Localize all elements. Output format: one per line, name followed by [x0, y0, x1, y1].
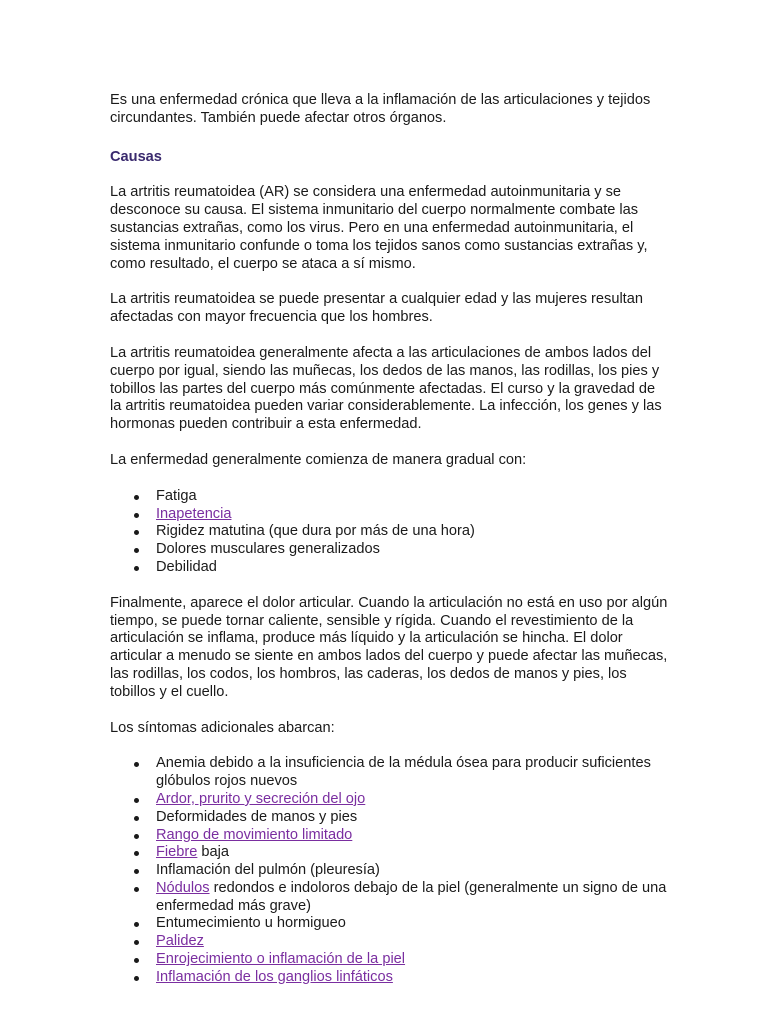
link-ardor-ojo[interactable]: Ardor, prurito y secreción del ojo — [156, 790, 366, 807]
link-fiebre[interactable]: Fiebre — [156, 844, 198, 861]
list-item — [156, 951, 670, 969]
list-item — [156, 827, 670, 845]
onset-symptoms-list — [110, 488, 670, 577]
list-item: Debilidad — [156, 559, 670, 577]
list-item: Deformidades de manos y pies — [156, 809, 670, 827]
paragraph: La artritis reumatoidea generalmente afecta a las articulaciones de ambos lados del cuerpo por igual, siendo las muñecas, los dedos de las manos, las rodillas, los pies y tobillos las partes del cuerpo más comúnmente afectadas. El curso y la gravedad de la artritis reumatoidea pueden variar considerablemente. La infección, los genes y las hormonas pueden contribuir a esta enfermedad. — [110, 344, 662, 433]
link-enrojecimiento-piel[interactable]: Enrojecimiento o inflamación de la piel — [156, 951, 406, 968]
list-item: Rigidez matutina (que dura por más de una hora) — [156, 523, 670, 541]
list-item — [156, 791, 670, 809]
link-inapetencia[interactable]: Inapetencia — [156, 505, 232, 522]
link-palidez[interactable]: Palidez — [156, 933, 204, 950]
link-rango-movimiento[interactable]: Rango de movimiento limitado — [156, 826, 353, 843]
article-body — [110, 92, 670, 1005]
list-item: Entumecimiento u hormigueo — [156, 915, 670, 933]
link-nodulos[interactable]: Nódulos — [156, 879, 210, 896]
list-item — [156, 933, 670, 951]
list-item: Inflamación del pulmón (pleuresía) — [156, 862, 670, 880]
paragraph: Finalmente, aparece el dolor articular. Cuando la articulación no está en uso por algún tiempo, se puede tornar caliente, sensible y rígida. Cuando el revestimiento de la articulación se inflama, produce más líquido y la articulación se hincha. El dolor articular a menudo se siente en ambos lados del cuerpo y puede afectar las muñecas, las rodillas, los codos, los hombros, las caderas, los dedos de manos y pies, los tobillos y el cuello. — [110, 594, 668, 700]
list-item: Nódulos redondos e indoloros debajo de la piel (generalmente un signo de una enfermedad más grave) — [156, 880, 670, 916]
intro-paragraph: Es una enfermedad crónica que lleva a la inflamación de las articulaciones y tejidos circundantes. También puede afectar otros órganos. — [110, 92, 651, 126]
paragraph: La artritis reumatoidea (AR) se considera una enfermedad autoinmunitaria y se desconoce su causa. El sistema inmunitario del cuerpo normalmente combate las sustancias extrañas, como los virus. Pero en una enfermedad autoinmunitaria, el sistema inmunitario confunde o toma los tejidos sanos como sustancias extrañas y, como resultado, el cuerpo se ataca a sí mismo. — [110, 184, 648, 272]
section-heading-causas: Causas — [110, 148, 162, 165]
list-item: Fatiga — [156, 488, 670, 506]
link-ganglios-linfaticos[interactable]: Inflamación de los ganglios linfáticos — [156, 968, 393, 985]
paragraph: Los síntomas adicionales abarcan: — [110, 719, 335, 736]
list-item — [156, 506, 670, 524]
additional-symptoms-list — [110, 755, 670, 986]
list-item: Anemia debido a la insuficiencia de la médula ósea para producir suficientes glóbulos rojos nuevos — [156, 755, 670, 791]
paragraph: La artritis reumatoidea se puede presentar a cualquier edad y las mujeres resultan afectadas con mayor frecuencia que los hombres. — [110, 291, 643, 326]
list-item — [156, 969, 670, 987]
paragraph: La enfermedad generalmente comienza de manera gradual con: — [110, 451, 527, 468]
list-item: Dolores musculares generalizados — [156, 541, 670, 559]
list-item: Fiebre baja — [156, 844, 670, 862]
